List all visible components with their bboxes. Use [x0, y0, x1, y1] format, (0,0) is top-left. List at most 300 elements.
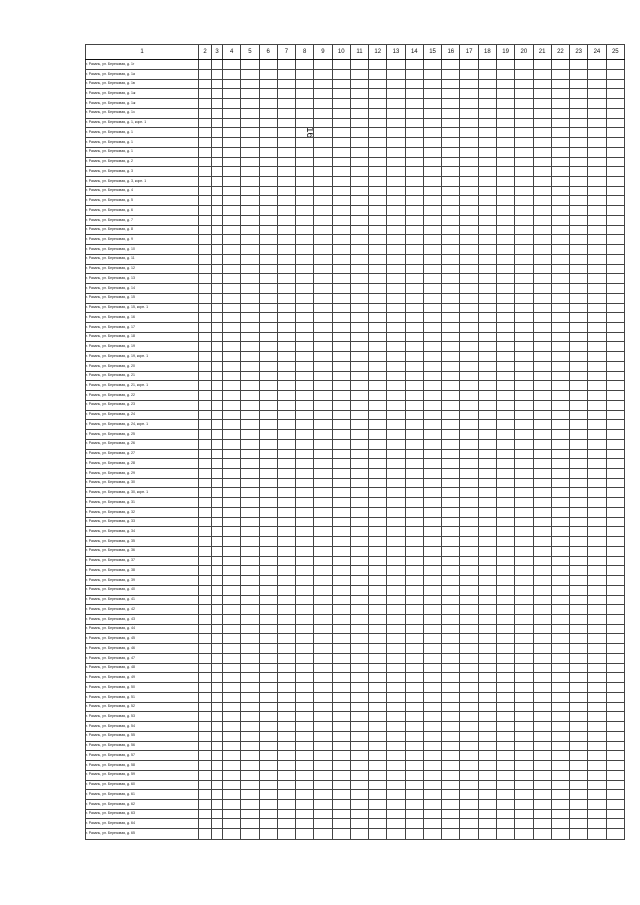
table-cell	[533, 585, 551, 595]
table-cell	[478, 819, 496, 829]
table-cell	[199, 118, 212, 128]
table-cell	[570, 196, 588, 206]
table-cell	[423, 215, 441, 225]
table-cell	[515, 722, 533, 732]
table-cell	[223, 459, 241, 469]
table-cell	[332, 400, 350, 410]
table-cell	[606, 478, 624, 488]
table-cell	[588, 605, 606, 615]
table-cell	[314, 761, 332, 771]
table-cell	[314, 89, 332, 99]
table-cell	[241, 702, 259, 712]
table-cell	[533, 663, 551, 673]
table-cell	[533, 741, 551, 751]
table-cell	[496, 118, 514, 128]
table-cell	[533, 391, 551, 401]
table-cell	[277, 615, 295, 625]
table-cell	[350, 673, 368, 683]
table-cell	[296, 99, 314, 109]
table-cell	[405, 770, 423, 780]
table-cell	[199, 225, 212, 235]
table-grid	[85, 44, 625, 840]
table-cell	[460, 206, 478, 216]
table-cell	[606, 469, 624, 479]
table-cell	[350, 439, 368, 449]
table-cell	[570, 683, 588, 693]
table-cell	[212, 790, 223, 800]
table-cell	[332, 69, 350, 79]
table-row	[86, 595, 625, 605]
table-cell	[551, 400, 569, 410]
table-cell	[533, 420, 551, 430]
table-cell	[423, 469, 441, 479]
table-cell	[296, 118, 314, 128]
table-cell	[369, 274, 387, 284]
table-cell	[496, 245, 514, 255]
table-cell	[212, 780, 223, 790]
table-cell	[296, 809, 314, 819]
table-cell	[551, 731, 569, 741]
table-cell	[314, 157, 332, 167]
table-cell	[515, 809, 533, 819]
table-cell	[241, 644, 259, 654]
table-cell	[241, 507, 259, 517]
table-cell	[199, 108, 212, 118]
table-cell	[296, 439, 314, 449]
table-cell	[223, 809, 241, 819]
table-cell	[460, 284, 478, 294]
table-cell	[259, 615, 277, 625]
table-cell	[533, 410, 551, 420]
table-cell	[212, 819, 223, 829]
table-cell	[423, 176, 441, 186]
table-cell	[369, 138, 387, 148]
table-cell	[551, 663, 569, 673]
table-row	[86, 819, 625, 829]
table-cell	[277, 186, 295, 196]
table-cell	[223, 576, 241, 586]
table-cell	[259, 342, 277, 352]
table-cell	[350, 712, 368, 722]
table-cell	[223, 79, 241, 89]
table-cell	[460, 780, 478, 790]
table-cell	[296, 605, 314, 615]
table-cell	[387, 517, 405, 527]
table-cell	[570, 138, 588, 148]
table-row	[86, 371, 625, 381]
column-number: 8	[296, 45, 314, 60]
table-cell	[314, 478, 332, 488]
table-cell	[515, 459, 533, 469]
table-cell	[460, 556, 478, 566]
table-cell	[296, 332, 314, 342]
table-cell	[332, 439, 350, 449]
table-cell	[442, 69, 460, 79]
address-cell: г. Разань, ул. Березовая, д. 1	[86, 147, 199, 157]
table-cell	[199, 634, 212, 644]
table-cell	[369, 430, 387, 440]
table-cell	[332, 770, 350, 780]
table-cell	[606, 644, 624, 654]
table-cell	[533, 653, 551, 663]
table-cell	[533, 595, 551, 605]
table-cell	[442, 264, 460, 274]
table-cell	[332, 128, 350, 138]
table-row	[86, 790, 625, 800]
table-cell	[588, 761, 606, 771]
table-cell	[369, 167, 387, 177]
table-cell	[387, 790, 405, 800]
table-cell	[199, 576, 212, 586]
table-cell	[277, 673, 295, 683]
table-cell	[241, 731, 259, 741]
table-row	[86, 157, 625, 167]
table-cell	[551, 819, 569, 829]
table-cell	[405, 118, 423, 128]
table-cell	[369, 449, 387, 459]
table-cell	[223, 469, 241, 479]
column-number: 6	[259, 45, 277, 60]
table-cell	[551, 546, 569, 556]
table-row	[86, 138, 625, 148]
table-cell	[387, 527, 405, 537]
table-cell	[478, 420, 496, 430]
table-cell	[405, 683, 423, 693]
table-cell	[199, 712, 212, 722]
table-cell	[570, 673, 588, 683]
table-cell	[296, 69, 314, 79]
table-cell	[259, 663, 277, 673]
table-cell	[387, 605, 405, 615]
table-cell	[387, 138, 405, 148]
table-cell	[199, 420, 212, 430]
table-cell	[405, 624, 423, 634]
table-cell	[212, 89, 223, 99]
table-cell	[570, 60, 588, 70]
table-cell	[314, 69, 332, 79]
table-cell	[277, 653, 295, 663]
table-cell	[241, 799, 259, 809]
table-cell	[259, 381, 277, 391]
table-cell	[606, 254, 624, 264]
table-cell	[570, 235, 588, 245]
table-cell	[515, 235, 533, 245]
table-cell	[387, 799, 405, 809]
table-cell	[314, 751, 332, 761]
table-cell	[515, 352, 533, 362]
table-cell	[515, 400, 533, 410]
table-cell	[241, 215, 259, 225]
table-cell	[478, 780, 496, 790]
address-cell: г. Разань, ул. Березовая, д. 16	[86, 313, 199, 323]
table-cell	[369, 245, 387, 255]
table-cell	[570, 361, 588, 371]
table-cell	[533, 108, 551, 118]
table-cell	[423, 108, 441, 118]
table-cell	[515, 507, 533, 517]
table-cell	[606, 410, 624, 420]
table-cell	[332, 478, 350, 488]
table-cell	[259, 60, 277, 70]
table-cell	[442, 653, 460, 663]
table-cell	[277, 809, 295, 819]
table-cell	[332, 809, 350, 819]
table-cell	[314, 254, 332, 264]
table-cell	[588, 449, 606, 459]
table-cell	[496, 459, 514, 469]
table-cell	[223, 683, 241, 693]
table-cell	[405, 780, 423, 790]
table-cell	[314, 780, 332, 790]
table-cell	[570, 829, 588, 840]
table-cell	[442, 108, 460, 118]
address-cell: г. Разань, ул. Березовая, д. 59	[86, 770, 199, 780]
table-cell	[369, 770, 387, 780]
table-row	[86, 478, 625, 488]
table-cell	[606, 420, 624, 430]
table-cell	[423, 546, 441, 556]
table-cell	[241, 235, 259, 245]
table-cell	[570, 702, 588, 712]
table-cell	[423, 332, 441, 342]
table-cell	[606, 585, 624, 595]
table-cell	[478, 157, 496, 167]
table-cell	[277, 692, 295, 702]
column-number: 20	[515, 45, 533, 60]
table-cell	[259, 809, 277, 819]
address-cell: г. Разань, ул. Березовая, д. 31	[86, 498, 199, 508]
table-cell	[350, 245, 368, 255]
table-cell	[314, 829, 332, 840]
table-cell	[533, 634, 551, 644]
table-cell	[496, 128, 514, 138]
table-cell	[533, 722, 551, 732]
table-cell	[369, 722, 387, 732]
column-number: 4	[223, 45, 241, 60]
table-cell	[259, 692, 277, 702]
table-cell	[241, 284, 259, 294]
table-cell	[259, 790, 277, 800]
table-cell	[223, 342, 241, 352]
column-number: 9	[314, 45, 332, 60]
address-cell: г. Разань, ул. Березовая, д. 15, корп. 1	[86, 303, 199, 313]
table-cell	[588, 391, 606, 401]
table-cell	[606, 673, 624, 683]
table-cell	[199, 731, 212, 741]
page-number: 16	[304, 126, 316, 139]
table-cell	[314, 235, 332, 245]
table-cell	[442, 712, 460, 722]
table-cell	[199, 546, 212, 556]
table-cell	[314, 673, 332, 683]
table-cell	[551, 264, 569, 274]
table-row	[86, 322, 625, 332]
table-cell	[212, 624, 223, 634]
table-cell	[259, 819, 277, 829]
table-cell	[241, 381, 259, 391]
table-cell	[387, 167, 405, 177]
table-cell	[387, 264, 405, 274]
table-cell	[606, 225, 624, 235]
table-cell	[350, 663, 368, 673]
table-cell	[259, 322, 277, 332]
table-cell	[369, 400, 387, 410]
table-cell	[387, 235, 405, 245]
table-cell	[515, 527, 533, 537]
table-cell	[606, 527, 624, 537]
table-cell	[478, 206, 496, 216]
table-cell	[332, 79, 350, 89]
table-cell	[496, 430, 514, 440]
table-cell	[405, 69, 423, 79]
address-cell: г. Разань, ул. Березовая, д. 35	[86, 537, 199, 547]
table-cell	[296, 303, 314, 313]
column-number: 24	[588, 45, 606, 60]
table-cell	[296, 410, 314, 420]
table-cell	[212, 809, 223, 819]
table-cell	[199, 829, 212, 840]
table-cell	[405, 274, 423, 284]
table-cell	[570, 186, 588, 196]
table-cell	[277, 284, 295, 294]
column-number: 12	[369, 45, 387, 60]
table-cell	[496, 235, 514, 245]
table-cell	[423, 644, 441, 654]
table-cell	[423, 498, 441, 508]
table-cell	[423, 829, 441, 840]
table-cell	[570, 469, 588, 479]
table-cell	[212, 400, 223, 410]
table-cell	[277, 478, 295, 488]
table-cell	[332, 702, 350, 712]
table-cell	[496, 215, 514, 225]
table-cell	[533, 176, 551, 186]
table-cell	[496, 624, 514, 634]
table-cell	[588, 196, 606, 206]
table-cell	[296, 89, 314, 99]
table-row	[86, 420, 625, 430]
table-cell	[570, 176, 588, 186]
table-cell	[259, 537, 277, 547]
table-cell	[332, 381, 350, 391]
column-number: 3	[212, 45, 223, 60]
table-cell	[515, 186, 533, 196]
table-cell	[277, 69, 295, 79]
table-cell	[387, 89, 405, 99]
table-cell	[496, 439, 514, 449]
table-cell	[496, 605, 514, 615]
table-cell	[212, 332, 223, 342]
table-cell	[212, 352, 223, 362]
table-cell	[277, 507, 295, 517]
table-row	[86, 692, 625, 702]
table-cell	[241, 517, 259, 527]
table-cell	[460, 371, 478, 381]
table-cell	[533, 60, 551, 70]
table-cell	[277, 391, 295, 401]
table-cell	[223, 799, 241, 809]
table-cell	[405, 722, 423, 732]
table-cell	[460, 215, 478, 225]
table-cell	[442, 293, 460, 303]
table-cell	[570, 478, 588, 488]
table-cell	[296, 147, 314, 157]
table-cell	[496, 566, 514, 576]
table-cell	[199, 663, 212, 673]
table-cell	[332, 595, 350, 605]
table-cell	[405, 245, 423, 255]
table-cell	[606, 809, 624, 819]
table-cell	[460, 741, 478, 751]
table-cell	[259, 215, 277, 225]
table-cell	[588, 751, 606, 761]
table-cell	[241, 352, 259, 362]
table-cell	[369, 157, 387, 167]
table-cell	[533, 605, 551, 615]
table-cell	[277, 352, 295, 362]
table-cell	[259, 264, 277, 274]
table-cell	[277, 761, 295, 771]
table-cell	[606, 167, 624, 177]
table-cell	[442, 673, 460, 683]
table-cell	[515, 381, 533, 391]
table-cell	[496, 264, 514, 274]
table-cell	[533, 167, 551, 177]
address-cell: г. Разань, ул. Березовая, д. 54	[86, 722, 199, 732]
table-cell	[259, 410, 277, 420]
table-cell	[199, 313, 212, 323]
table-cell	[259, 254, 277, 264]
address-cell: г. Разань, ул. Березовая, д. 23	[86, 400, 199, 410]
table-cell	[241, 128, 259, 138]
table-cell	[314, 819, 332, 829]
table-cell	[350, 420, 368, 430]
table-cell	[570, 274, 588, 284]
table-cell	[369, 527, 387, 537]
table-cell	[551, 118, 569, 128]
table-cell	[223, 644, 241, 654]
table-cell	[223, 254, 241, 264]
address-cell: г. Разань, ул. Березовая, д. 1ж	[86, 99, 199, 109]
table-cell	[212, 799, 223, 809]
table-cell	[314, 147, 332, 157]
table-cell	[496, 381, 514, 391]
table-cell	[332, 673, 350, 683]
table-cell	[332, 391, 350, 401]
table-cell	[223, 225, 241, 235]
table-row	[86, 245, 625, 255]
table-cell	[460, 722, 478, 732]
table-cell	[515, 585, 533, 595]
table-cell	[423, 683, 441, 693]
table-cell	[588, 206, 606, 216]
table-cell	[570, 722, 588, 732]
table-cell	[259, 634, 277, 644]
table-cell	[551, 99, 569, 109]
table-cell	[369, 371, 387, 381]
table-cell	[533, 322, 551, 332]
table-cell	[199, 439, 212, 449]
table-cell	[296, 371, 314, 381]
table-cell	[533, 498, 551, 508]
table-cell	[369, 79, 387, 89]
table-cell	[551, 303, 569, 313]
table-cell	[496, 576, 514, 586]
address-cell: г. Разань, ул. Березовая, д. 47	[86, 653, 199, 663]
table-cell	[212, 566, 223, 576]
table-cell	[350, 430, 368, 440]
table-cell	[350, 459, 368, 469]
